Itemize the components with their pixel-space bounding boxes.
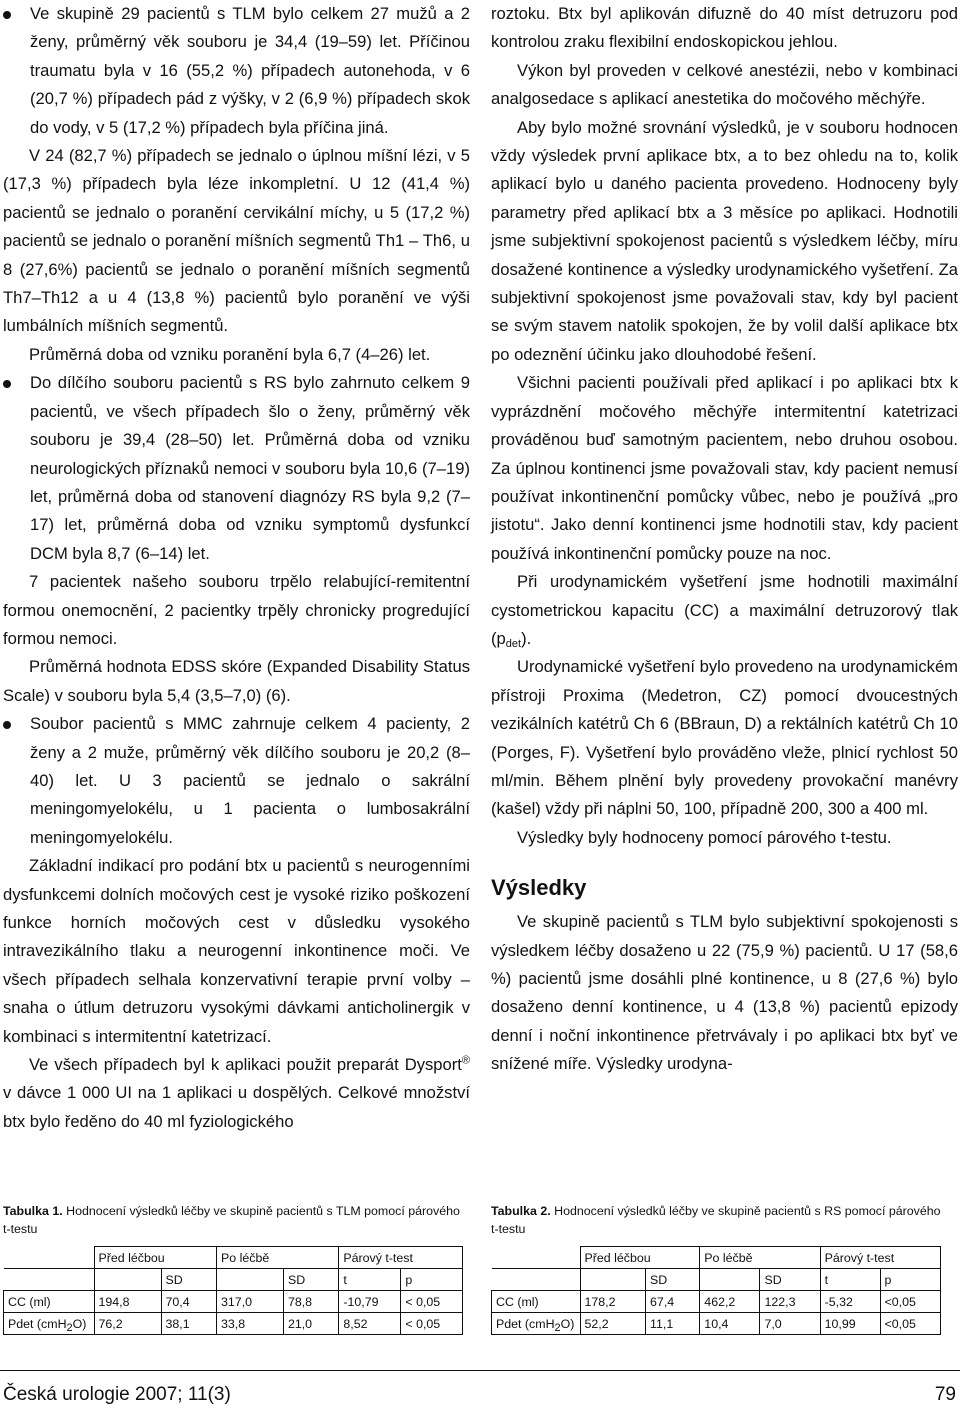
paragraph-lesion: V 24 (82,7 %) případech se jednalo o úplnou míšní lézi, v 5 (17,3 %) případech byla léze inkompletní. U 12 (41,4 %) pacientů se jednalo o poranění cervikální míchy, u 5 (17,2 %) pacientů se jednalo o poranění míšních segmentů Th1 – Th6, u 8 (27,6%) pacientů se jednalo o poranění míšních segmentů Th7–Th12 a u 4 (13,8 %) pacientů bylo poranění ve výši lumbálních míšních segmentů. <box>3 146 470 336</box>
paragraph-urodynamics-method: Urodynamické vyšetření bylo provedeno na urodynamickém přístroji Proxima (Medetron, CZ) pomocí dvoucestných vezikálních katétrů Ch 6 (BBraun, D) a rektálních katétrů Ch 10 (Porges, F). Vyšetření bylo prováděno vleže, plnicí rychlost 50 ml/min. Během plnění byly provedeny provokační manévry (kašel) vždy při náplni 50, 100, případně 200, 300 a 400 ml. <box>491 657 958 819</box>
bullet-paragraph-rs: Do dílčího souboru pacientů s RS bylo zahrnuto celkem 9 pacientů, ve všech případech šlo o ženy, průměrný věk souboru je 39,4 (28–50) let. Průměrná doba od vzniku neurologických příznaků nemoci v souboru byla 10,6 (7–19) let, průměrná doba od stanovení diagnózy RS byla 9,2 (7–17) let, průměrná doba od vzniku symptomů dysfunkcí DCM byla 8,7 (6–14) let. <box>3 369 470 568</box>
table-row: CC (ml) 194,8 70,4 317,0 78,8 -10,79 < 0,05 <box>4 1291 463 1313</box>
paragraph-solution: roztoku. Btx byl aplikován difuzně do 40 míst detruzoru pod kontrolou zraku flexibilní endoskopickou jehlou. <box>491 4 958 52</box>
table-row: Pdet (cmH$_2$O) 52,2 11,1 10,4 7,0 10,99 <0,05 <box>492 1313 941 1335</box>
table-1-grid <box>3 1246 463 1335</box>
table-row: SD SD t p <box>492 1269 941 1291</box>
table-row: Pdet (cmH$_2$O) 76,2 38,1 33,8 21,0 8,52 < 0,05 <box>4 1313 463 1335</box>
table-2 <box>491 1202 941 1335</box>
bullet-paragraph-tlm: Ve skupině 29 pacientů s TLM bylo celkem 27 mužů a 2 ženy, průměrný věk souboru je 34,4 (19–59) let. Příčinou traumatu byla v 16 (55,2 %) případech autonehoda, v 6 (20,7 %) případech pád z výšky, v 2 (6,9 %) případech skok do vody, v 5 (17,2 %) případech byla příčina jiná. <box>3 0 470 142</box>
paragraph-urodynamics-params: Při urodynamickém vyšetření jsme hodnotili maximální cystometrickou kapacitu (CC) a maximální detruzorový tlak $(p_{det})$. <box>491 572 958 650</box>
paragraph-injury-duration: Průměrná doba od vzniku poranění byla 6,7 (4–26) let. <box>29 344 431 364</box>
table-row: Před léčbou Po léčbě Párový t-test <box>492 1247 941 1269</box>
paragraph-edss: Průměrná hodnota EDSS skóre (Expanded Disability Status Scale) v souboru byla 5,4 (3,5–7,0) (6). <box>3 657 470 705</box>
page-number: 79 <box>934 1384 956 1405</box>
table-2-caption: Tabulka 2. Hodnocení výsledků léčby ve skupině pacientů s RS pomocí párového t-testu <box>491 1204 941 1236</box>
bullet-icon <box>3 721 11 729</box>
paragraph-evaluation: Aby bylo možné srovnání výsledků, je v souboru hodnocen vždy výsledek první aplikace btx, a to bez ohledu na to, kolik aplikací bylo u daného pacienta provedeno. Hodnoceny byly parametry před aplikací btx a 3 měsíce po aplikaci. Hodnotili jsme subjektivní spokojenost pacientů s výsledkem léčby, míru dosažené kontinence a výsledky urodynamického vyšetření. Za subjektivní spokojenost jsme považovali stav, kdy byl pacient se svým stavem natolik spokojen, že by volil další aplikace btx po odeznění účinku jako dlouhodobé řešení. <box>491 117 958 364</box>
table-row: SD SD t p <box>4 1269 463 1291</box>
table-row: CC (ml) 178,2 67,4 462,2 122,3 -5,32 <0,05 <box>492 1291 941 1313</box>
table-1 <box>3 1202 463 1335</box>
bullet-icon <box>3 380 11 388</box>
footer-divider <box>0 1370 960 1371</box>
journal-citation: Česká urologie 2007; 11(3) <box>3 1384 231 1405</box>
paragraph-catheterization: Všichni pacienti používali před aplikací i po aplikaci btx k vyprázdnění močového měchýře intermitentní katetrizaci prováděnou buď samotným pacientem, nebo druhou osobou. Za úplnou kontinenci jsme považovali stav, kdy pacient nemusí používat inkontinenční pomůcky vůbec, nebo je používá „pro jistotu“. Jako denní kontinenci jsme hodnotili stav, kdy pacient používá inkontinenční pomůcky pouze na noc. <box>491 373 958 563</box>
paragraph-dysport: Ve všech případech byl k aplikaci použit preparát Dysport® v dávce 1 000 UI na 1 aplikaci u dospělých. Celkové množství btx bylo ředěno do 40 ml fyziologického <box>3 1054 470 1131</box>
bullet-paragraph-mmc: Soubor pacientů s MMC zahrnuje celkem 4 pacienty, 2 ženy a 2 muže, průměrný věk dílčího souboru je 20,2 (8–40) let. U 3 pacientů se jednalo o sakrální meningomyelokélu, u 1 pacienta o lumbosakrální meningomyelokélu. <box>3 710 470 852</box>
paragraph-anesthesia: Výkon byl proveden v celkové anestézii, nebo v kombinaci analgosedace s aplikací anestetika do močového měchýře. <box>491 60 958 109</box>
left-column <box>3 0 470 1136</box>
bullet-icon <box>3 11 11 19</box>
section-heading-results: Výsledky <box>491 875 587 901</box>
paragraph-ttest: Výsledky byly hodnoceny pomocí párového t-testu. <box>517 827 892 847</box>
table-row: Před léčbou Po léčbě Párový t-test <box>4 1247 463 1269</box>
paragraph-indication: Základní indikací pro podání btx u pacientů s neurogenními dysfunkcemi dolních močových cest je vysoké riziko poškození funkce horních močových cest v důsledku vysokého intravezikálního tlaku a neurogenní inkontinence moči. Ve všech případech selhala konzervativní terapie první volby – snaha o útlum detruzoru vysokými dávkami anticholinergik v kombinaci s intermitentní katetrizací. <box>3 856 470 1046</box>
paragraph-rs-forms: 7 pacientek našeho souboru trpělo relabující-remitentní formou onemocnění, 2 pacientky trpěly chronicky progredující formou nemoci. <box>3 572 470 648</box>
table-2-grid <box>491 1246 941 1335</box>
table-1-caption: Tabulka 1. Hodnocení výsledků léčby ve skupině pacientů s TLM pomocí párového t-testu <box>3 1204 460 1236</box>
right-column <box>491 0 958 1079</box>
paragraph-results-tlm: Ve skupině pacientů s TLM bylo subjektivní spokojenosti s výsledkem léčby dosaženo u 22 (75,9 %) pacientů. U 17 (58,6 %) pacientů jsme dosáhli plné kontinence, u 8 (27,6 %) bylo dosaženo denní kontinence, u 4 (13,8 %) pacientů epizody denní i noční inkontinence přetrvávaly i po aplikaci btx byť ve snížené míře. Výsledky urodyna- <box>491 912 958 1074</box>
